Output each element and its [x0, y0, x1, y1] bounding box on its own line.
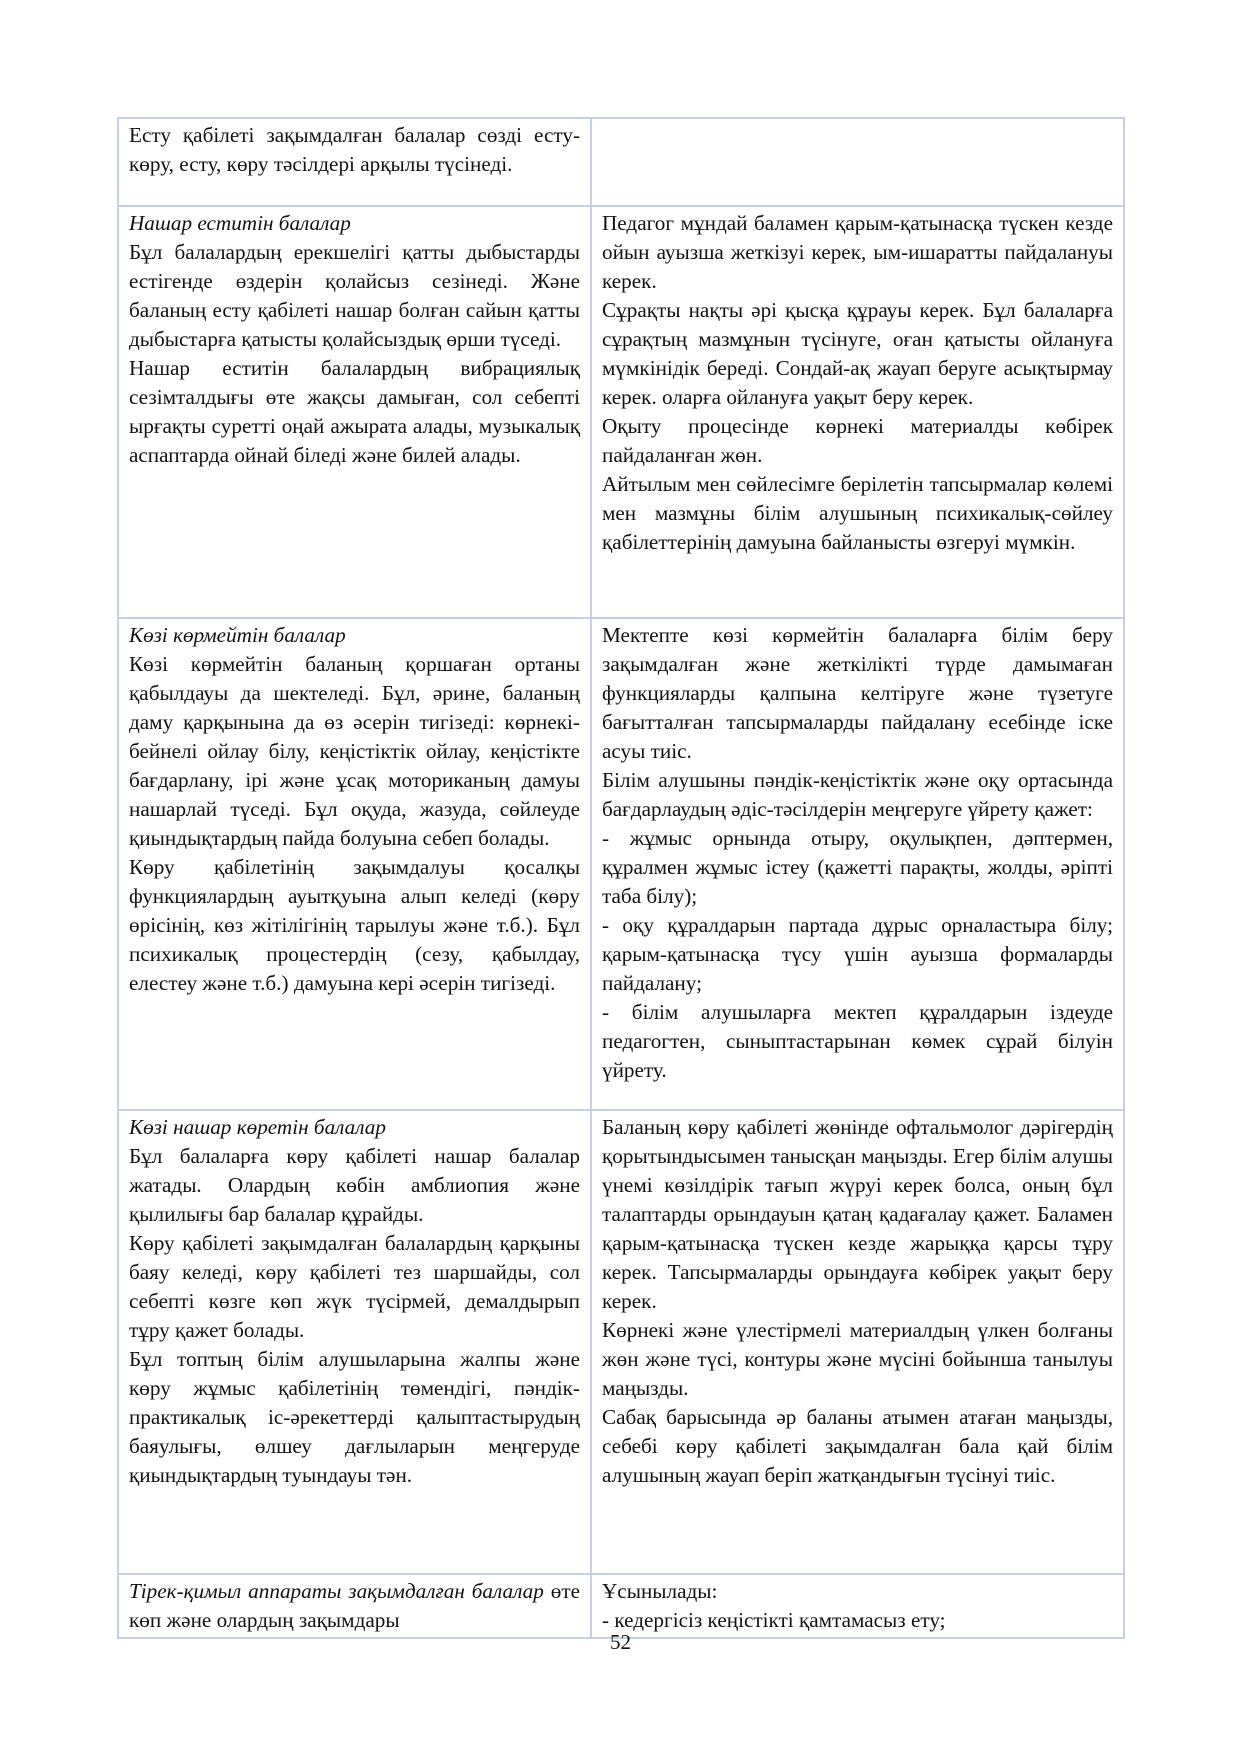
table-row	[118, 1110, 1124, 1574]
paragraph: Білім алушыны пәндік-кеңістіктік және оқу ортасында бағдарлаудың әдіс-тәсілдерін меңгеруге үйрету қажет:	[602, 768, 1113, 821]
table-row	[118, 1574, 1124, 1638]
section-heading: Көзі көрмейтін балалар	[129, 623, 346, 647]
page-number: 52	[610, 1630, 631, 1654]
paragraph: Нашар еститін балалардың вибрациялық сезімталдығы өте жақсы дамыған, сол себепті ырғақты суретті оңай ажырата алады, музыкалық аспаптарда ойнай біледі және билей алады.	[129, 356, 580, 467]
paragraph: Бұл топтың білім алушыларына жалпы және көру жұмыс қабілетінің төмендігі, пәндік-практикалық іс-әрекеттерді қалыптастырудың баяулығы, өлшеу дағлыларын меңгеруде қиындықтардың туындауы тән.	[129, 1347, 580, 1487]
list-item: - білім алушыларға мектеп құралдарын іздеуде педагогтен, сыныптастарынан көмек сұрай білуін үйрету.	[602, 1000, 1113, 1082]
paragraph: Бұл балаларға көру қабілеті нашар балалар жатады. Олардың көбін амблиопия және қылилығы бар балалар құрайды.	[129, 1144, 580, 1226]
left-cell	[118, 1574, 591, 1638]
content-table	[117, 117, 1125, 1639]
paragraph: Көзі көрмейтін баланың қоршаған ортаны қабылдауы да шектеледі. Бұл, әрине, баланың даму қарқынына да өз әсерін тигізеді: көрнекі-бейнелі ойлау білу, кеңістіктік ойлау, кеңістікте бағдарлану, ірі және ұсақ моториканың дамуы нашарлай түседі. Бұл оқуда, жазуда, сөйлеуде қиындықтардың пайда болуына себеп болады.	[129, 652, 580, 850]
list-item: - оқу құралдарын партада дұрыс орналастыра білу; қарым-қатынасқа түсу үшін ауызша формаларды пайдалану;	[602, 913, 1113, 995]
paragraph: Айтылым мен сөйлесімге берілетін тапсырмалар көлемі мен мазмұны білім алушының психикалық-сөйлеу қабілеттерінің дамуына байланысты өзгеруі мүмкін.	[602, 472, 1113, 554]
paragraph: өте көп және олардың зақымдары	[129, 1579, 580, 1632]
paragraph: Баланың көру қабілеті жөнінде офтальмолог дәрігердің қорытындысымен танысқан маңызды. Егер білім алушы үнемі көзілдірік тағып жүруі керек болса, оның бұл талаптарды орындауын қатаң қадағалау қажет. Баламен қарым-қатынасқа түскен кезде жарыққа қарсы тұру керек. Тапсырмаларды орындауға көбірек уақыт беру керек.	[602, 1115, 1113, 1313]
paragraph: Мектепте көзі көрмейтін балаларға білім беру зақымдалған және жеткілікті түрде дамымаған функцияларды қалпына келтіруге және түзетуге бағытталған тапсырмаларды пайдалану есебінде іске асуы тиіс.	[602, 623, 1113, 763]
right-cell	[591, 1574, 1124, 1638]
paragraph: Сабақ барысында әр баланы атымен атаған маңызды, себебі көру қабілеті зақымдалған бала қай білім алушының жауап беріп жатқандығын түсінуі тиіс.	[602, 1405, 1113, 1487]
paragraph: Есту қабілеті зақымдалған балалар сөзді есту-көру, есту, көру тәсілдері арқылы түсінеді.	[129, 123, 580, 176]
paragraph: Педагог мұндай баламен қарым-қатынасқа түскен кезде ойын ауызша жеткізуі керек, ым-ишаратты пайдалануы керек.	[602, 211, 1113, 293]
right-cell	[591, 206, 1124, 618]
section-heading: Көзі нашар көретін балалар	[129, 1115, 386, 1139]
left-cell	[118, 1110, 591, 1574]
paragraph: Сұрақты нақты әрі қысқа құрауы керек. Бұл балаларға сұрақтың мазмұнын түсінуге, оған қатысты ойлануға мүмкінідік береді. Сондай-ақ жауап беруге асықтырмау керек. оларға ойлануға уақыт беру керек.	[602, 298, 1113, 409]
paragraph: Көру қабілетінің зақымдалуы қосалқы функциялардың ауытқуына алып келеді (көру өрісінің, көз жітілігінің тарылуы және т.б.). Бұл психикалық процестердің (сезу, қабылдау, елестеу және т.б.) дамуына кері әсерін тигізеді.	[129, 855, 580, 995]
paragraph: Бұл балалардың ерекшелігі қатты дыбыстарды естігенде өздерін қолайсыз сезінеді. Және баланың есту қабілеті нашар болған сайын қатты дыбыстарға қатысты қолайсыздық өрши түседі.	[129, 240, 580, 351]
section-heading: Нашар еститін балалар	[129, 211, 351, 235]
paragraph: Көрнекі және үлестірмелі материалдың үлкен болғаны жөн және түсі, контуры және мүсіні бойынша танылуы маңызды.	[602, 1318, 1113, 1400]
section-heading: Тірек-қимыл аппараты зақымдалған балалар	[129, 1579, 544, 1603]
paragraph: Көру қабілеті зақымдалған балалардың қарқыны баяу келеді, көру қабілеті тез шаршайды, сол себепті көзге көп жүк түсірмей, демалдырып тұру қажет болады.	[129, 1231, 580, 1342]
list-item: - кедергісіз кеңістікті қамтамасыз ету;	[602, 1608, 946, 1632]
left-cell	[118, 118, 591, 206]
table-row	[118, 206, 1124, 618]
table-row	[118, 118, 1124, 206]
paragraph: Оқыту процесінде көрнекі материалды көбірек пайдаланған жөн.	[602, 414, 1113, 467]
right-cell	[591, 1110, 1124, 1574]
left-cell	[118, 618, 591, 1110]
paragraph: Ұсынылады:	[602, 1579, 718, 1603]
left-cell	[118, 206, 591, 618]
table-row	[118, 618, 1124, 1110]
right-cell	[591, 618, 1124, 1110]
right-cell	[591, 118, 1124, 206]
list-item: - жұмыс орнында отыру, оқулықпен, дәптермен, құралмен жұмыс істеу (қажетті парақты, жолды, әріпті таба білу);	[602, 826, 1113, 908]
